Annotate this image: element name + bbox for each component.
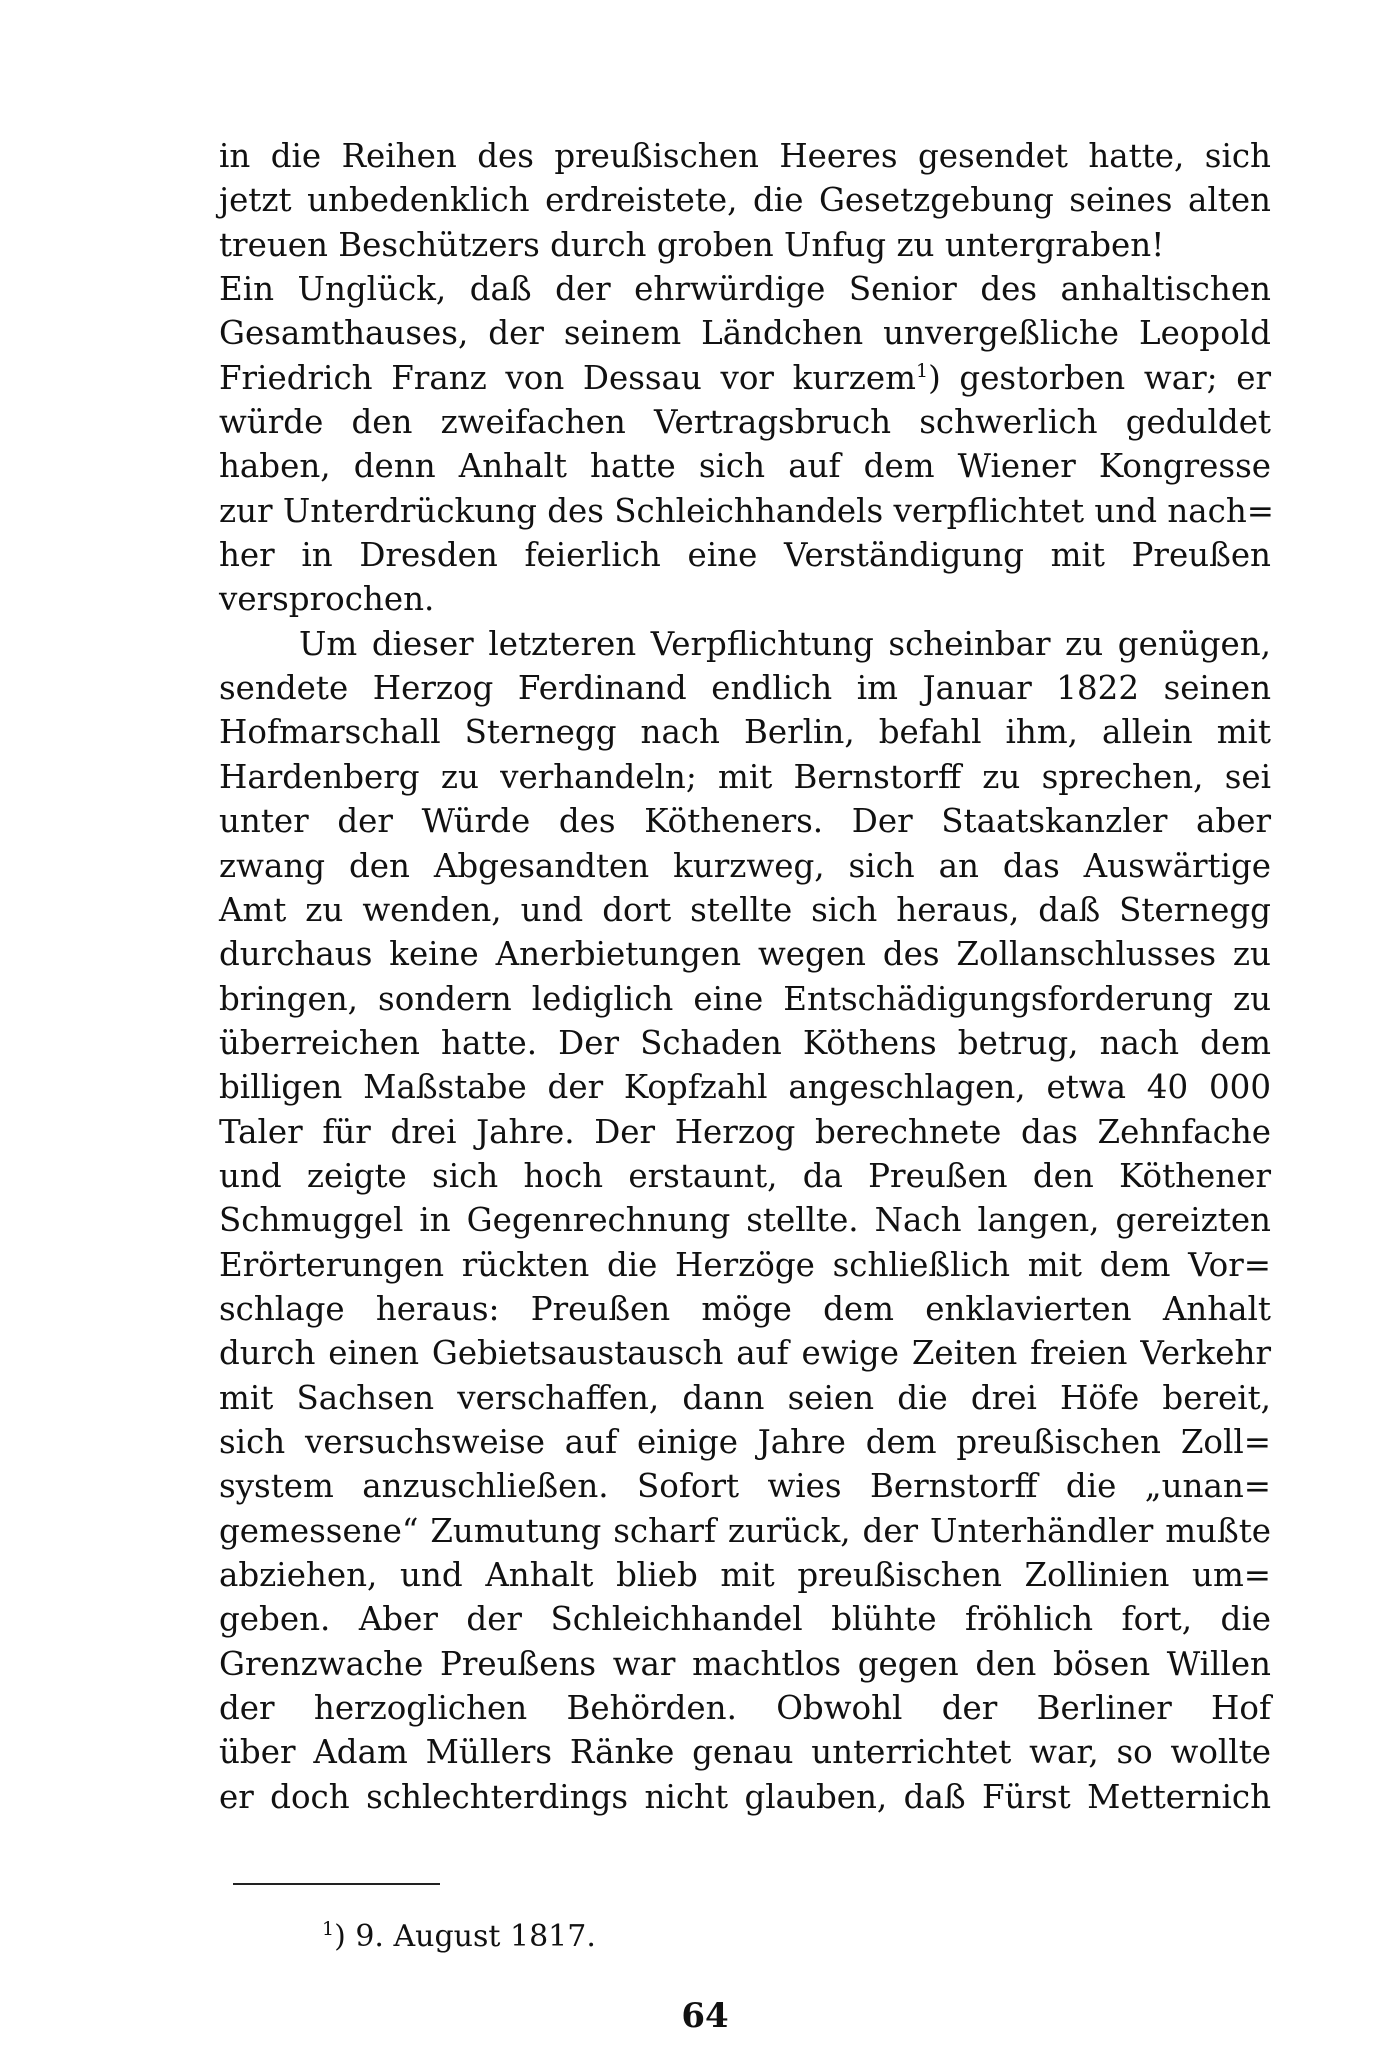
text-line: er doch schlechterdings nicht glauben, daß Fürst Metternich	[219, 1777, 1271, 1816]
text-line	[219, 356, 1271, 400]
footnote-reference: 1	[915, 359, 929, 382]
text-line: jetzt unbedenklich erdreistete, die Gesetzgebung seines alten	[219, 181, 1271, 220]
text-line-part: Friedrich Franz von Dessau vor kurzem	[219, 358, 916, 397]
footnote-divider	[233, 1883, 440, 1885]
text-line: treuen Beschützers durch groben Unfug zu untergraben!	[219, 225, 1165, 264]
footnote	[322, 1917, 596, 1957]
text-line: mit Sachsen verschaffen, dann seien die drei Höfe bereit,	[219, 1378, 1271, 1417]
text-line: Schmuggel in Gegenrechnung stellte. Nach langen, gereizten	[219, 1201, 1271, 1240]
text-line: abziehen, und Anhalt blieb mit preußischen Zollinien um=	[219, 1556, 1271, 1594]
text-line: unter der Würde des Kötheners. Der Staatskanzler aber	[219, 802, 1271, 841]
text-line: sendete Herzog Ferdinand endlich im Januar 1822 seinen	[219, 669, 1271, 708]
text-line: zwang den Abgesandten kurzweg, sich an das Auswärtige	[219, 846, 1271, 885]
footnote-text: ) 9. August 1817.	[334, 1919, 596, 1954]
body-text	[219, 134, 1275, 1819]
text-line: Taler für drei Jahre. Der Herzog berechnete das Zehnfache	[219, 1112, 1271, 1151]
text-line: versprochen.	[219, 580, 435, 619]
text-line: billigen Maßstabe der Kopfzahl angeschlagen, etwa 40 000	[219, 1068, 1271, 1107]
text-line: Ein Unglück, daß der ehrwürdige Senior des anhaltischen	[219, 270, 1271, 309]
text-line: überreichen hatte. Der Schaden Köthens betrug, nach dem	[219, 1023, 1271, 1062]
text-line: bringen, sondern lediglich eine Entschädigungsforderung zu	[219, 979, 1271, 1018]
text-line: zur Unterdrückung des Schleichhandels verpflichtet und nach=	[219, 491, 1275, 530]
text-line: Grenzwache Preußens war machtlos gegen den bösen Willen	[219, 1644, 1271, 1683]
footnote-mark: 1	[322, 1918, 335, 1940]
text-line: schlage heraus: Preußen möge dem enklavierten Anhalt	[219, 1289, 1271, 1328]
text-line: würde den zweifachen Vertragsbruch schwerlich geduldet	[219, 403, 1271, 442]
text-line: Amt zu wenden, und dort stellte sich heraus, daß Sternegg	[219, 890, 1271, 929]
text-line: durchaus keine Anerbietungen wegen des Zollanschlusses zu	[219, 935, 1271, 974]
text-line: Um dieser letzteren Verpflichtung scheinbar zu genügen,	[299, 624, 1271, 663]
text-line: system anzuschließen. Sofort wies Bernstorff die „unan=	[219, 1467, 1271, 1506]
text-line: Gesamthauses, der seinem Ländchen unvergeßliche Leopold	[219, 314, 1271, 353]
page-number: 64	[681, 1996, 729, 2036]
text-line: der herzoglichen Behörden. Obwohl der Berliner Hof	[219, 1689, 1271, 1728]
text-line: durch einen Gebietsaustausch auf ewige Zeiten freien Verkehr	[219, 1334, 1271, 1373]
text-line: Hofmarschall Sternegg nach Berlin, befahl ihm, allein mit	[219, 713, 1271, 752]
text-line: in die Reihen des preußischen Heeres gesendet hatte, sich	[219, 137, 1271, 175]
text-line: gemessene“ Zumutung scharf zurück, der Unterhändler mußte	[219, 1511, 1271, 1550]
text-line: sich versuchsweise auf einige Jahre dem preußischen Zoll=	[219, 1422, 1271, 1461]
text-line: her in Dresden feierlich eine Verständigung mit Preußen	[219, 536, 1271, 575]
text-line: Erörterungen rückten die Herzöge schließlich mit dem Vor=	[219, 1245, 1271, 1284]
text-line: haben, denn Anhalt hatte sich auf dem Wiener Kongresse	[219, 447, 1271, 486]
text-line: über Adam Müllers Ränke genau unterrichtet war, so wollte	[219, 1733, 1271, 1772]
text-line: und zeigte sich hoch erstaunt, da Preußen den Köthener	[219, 1156, 1271, 1195]
text-line-part: ) gestorben war; er	[928, 358, 1271, 397]
text-line: Hardenberg zu verhandeln; mit Bernstorff zu sprechen, sei	[219, 757, 1271, 796]
text-line: geben. Aber der Schleichhandel blühte fröhlich fort, die	[219, 1600, 1271, 1639]
